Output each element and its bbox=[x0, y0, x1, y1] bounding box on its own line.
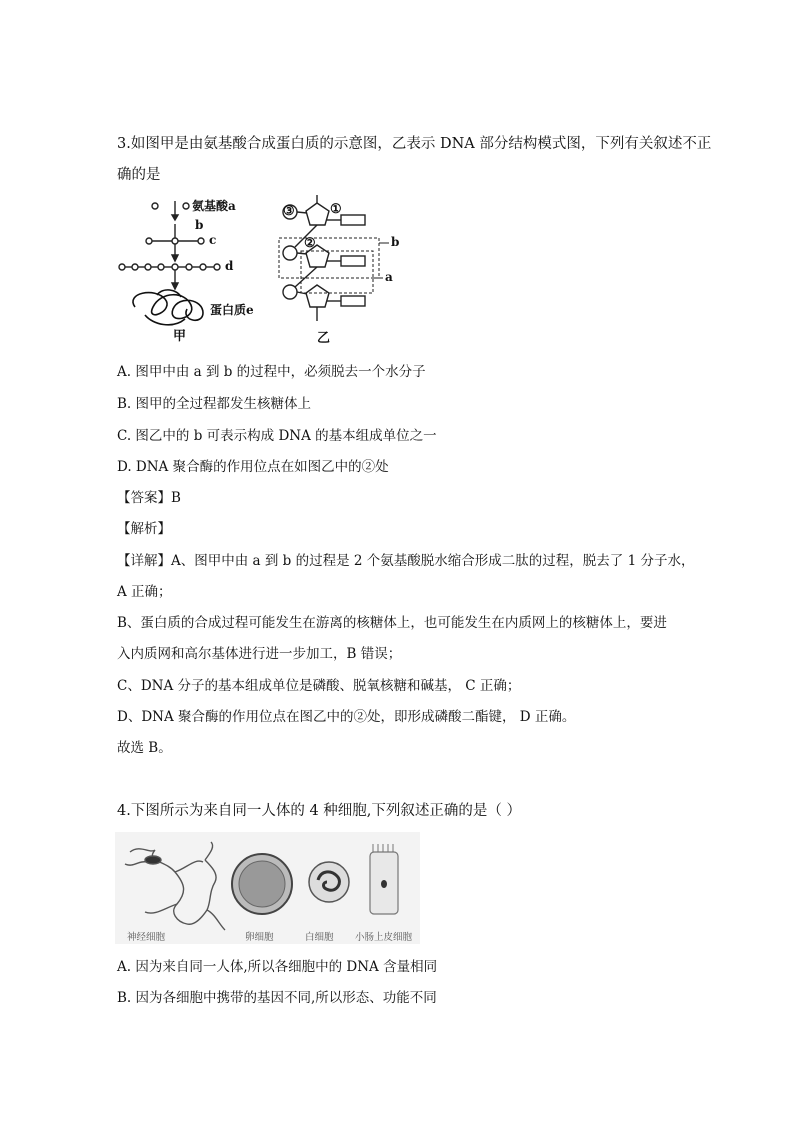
figure-jia bbox=[115, 195, 275, 345]
q3-option-d: D. DNA 聚合酶的作用位点在如图乙中的②处 bbox=[117, 459, 389, 475]
cell-caption-white: 白细胞 bbox=[305, 932, 334, 943]
figure-cells-drawing bbox=[115, 832, 420, 944]
q3-stem-line2: 确的是 bbox=[117, 167, 161, 183]
q3-option-c: C. 图乙中的 b 可表示构成 DNA 的基本组成单位之一 bbox=[117, 428, 437, 444]
intestine-cell-drawing bbox=[370, 844, 398, 914]
yi-label-3: ③ bbox=[283, 204, 295, 219]
q3-option-b: B. 图甲的全过程都发生核糖体上 bbox=[117, 396, 312, 412]
figure-cells bbox=[115, 832, 420, 944]
yi-caption: 乙 bbox=[317, 331, 331, 346]
q3-answer: 【答案】B bbox=[117, 490, 181, 506]
q4-stem: 4.下图所示为来自同一人体的 4 种细胞,下列叙述正确的是（ ） bbox=[117, 803, 521, 819]
egg-cell-drawing bbox=[232, 854, 292, 914]
jia-label-e: 蛋白质e bbox=[210, 303, 254, 317]
q3-detail-2a: B、蛋白质的合成过程可能发生在游离的核糖体上，也可能发生在内质网上的核糖体上，要进 bbox=[117, 615, 667, 631]
yi-label-2: ② bbox=[304, 236, 316, 251]
q3-analysis-title: 【解析】 bbox=[117, 521, 171, 537]
yi-label-b: b bbox=[391, 235, 400, 249]
white-cell-drawing bbox=[309, 862, 349, 902]
jia-label-c: c bbox=[209, 233, 217, 247]
figure-yi bbox=[277, 195, 407, 350]
yi-label-a: a bbox=[385, 270, 393, 284]
q3-detail-1b: A 正确； bbox=[117, 584, 172, 600]
q3-option-a: A. 图甲中由 a 到 b 的过程中，必须脱去一个水分子 bbox=[117, 364, 426, 380]
q3-stem-line1: 3.如图甲是由氨基酸合成蛋白质的示意图，乙表示 DNA 部分结构模式图，下列有关叙述不正 bbox=[117, 136, 712, 152]
q4-option-a: A. 因为来自同一人体,所以各细胞中的 DNA 含量相同 bbox=[117, 959, 438, 975]
cell-caption-intestine: 小肠上皮细胞 bbox=[355, 932, 413, 943]
jia-label-d: d bbox=[225, 259, 234, 273]
q3-detail-3: C、DNA 分子的基本组成单位是磷酸、脱氧核糖和碱基， C 正确； bbox=[117, 678, 521, 694]
q3-conclusion: 故选 B。 bbox=[117, 740, 172, 756]
jia-caption: 甲 bbox=[173, 329, 187, 344]
nerve-cell-drawing bbox=[125, 842, 225, 930]
yi-label-1: ① bbox=[330, 202, 342, 217]
q3-detail-2b: 入内质网和高尔基体进行进一步加工，B 错误； bbox=[117, 646, 402, 662]
q3-detail-1a: 【详解】A、图甲中由 a 到 b 的过程是 2 个氨基酸脱水缩合形成二肽的过程，脱去了 1 分子水， bbox=[117, 553, 695, 569]
q4-option-b: B. 因为各细胞中携带的基因不同,所以形态、功能不同 bbox=[117, 990, 437, 1006]
q3-detail-4: D、DNA 聚合酶的作用位点在图乙中的②处，即形成磷酸二酯键， D 正确。 bbox=[117, 709, 576, 725]
cell-caption-egg: 卵细胞 bbox=[245, 932, 274, 943]
jia-label-a: 氨基酸a bbox=[192, 199, 236, 213]
cell-caption-nerve: 神经细胞 bbox=[127, 932, 166, 943]
jia-label-b: b bbox=[195, 218, 204, 232]
